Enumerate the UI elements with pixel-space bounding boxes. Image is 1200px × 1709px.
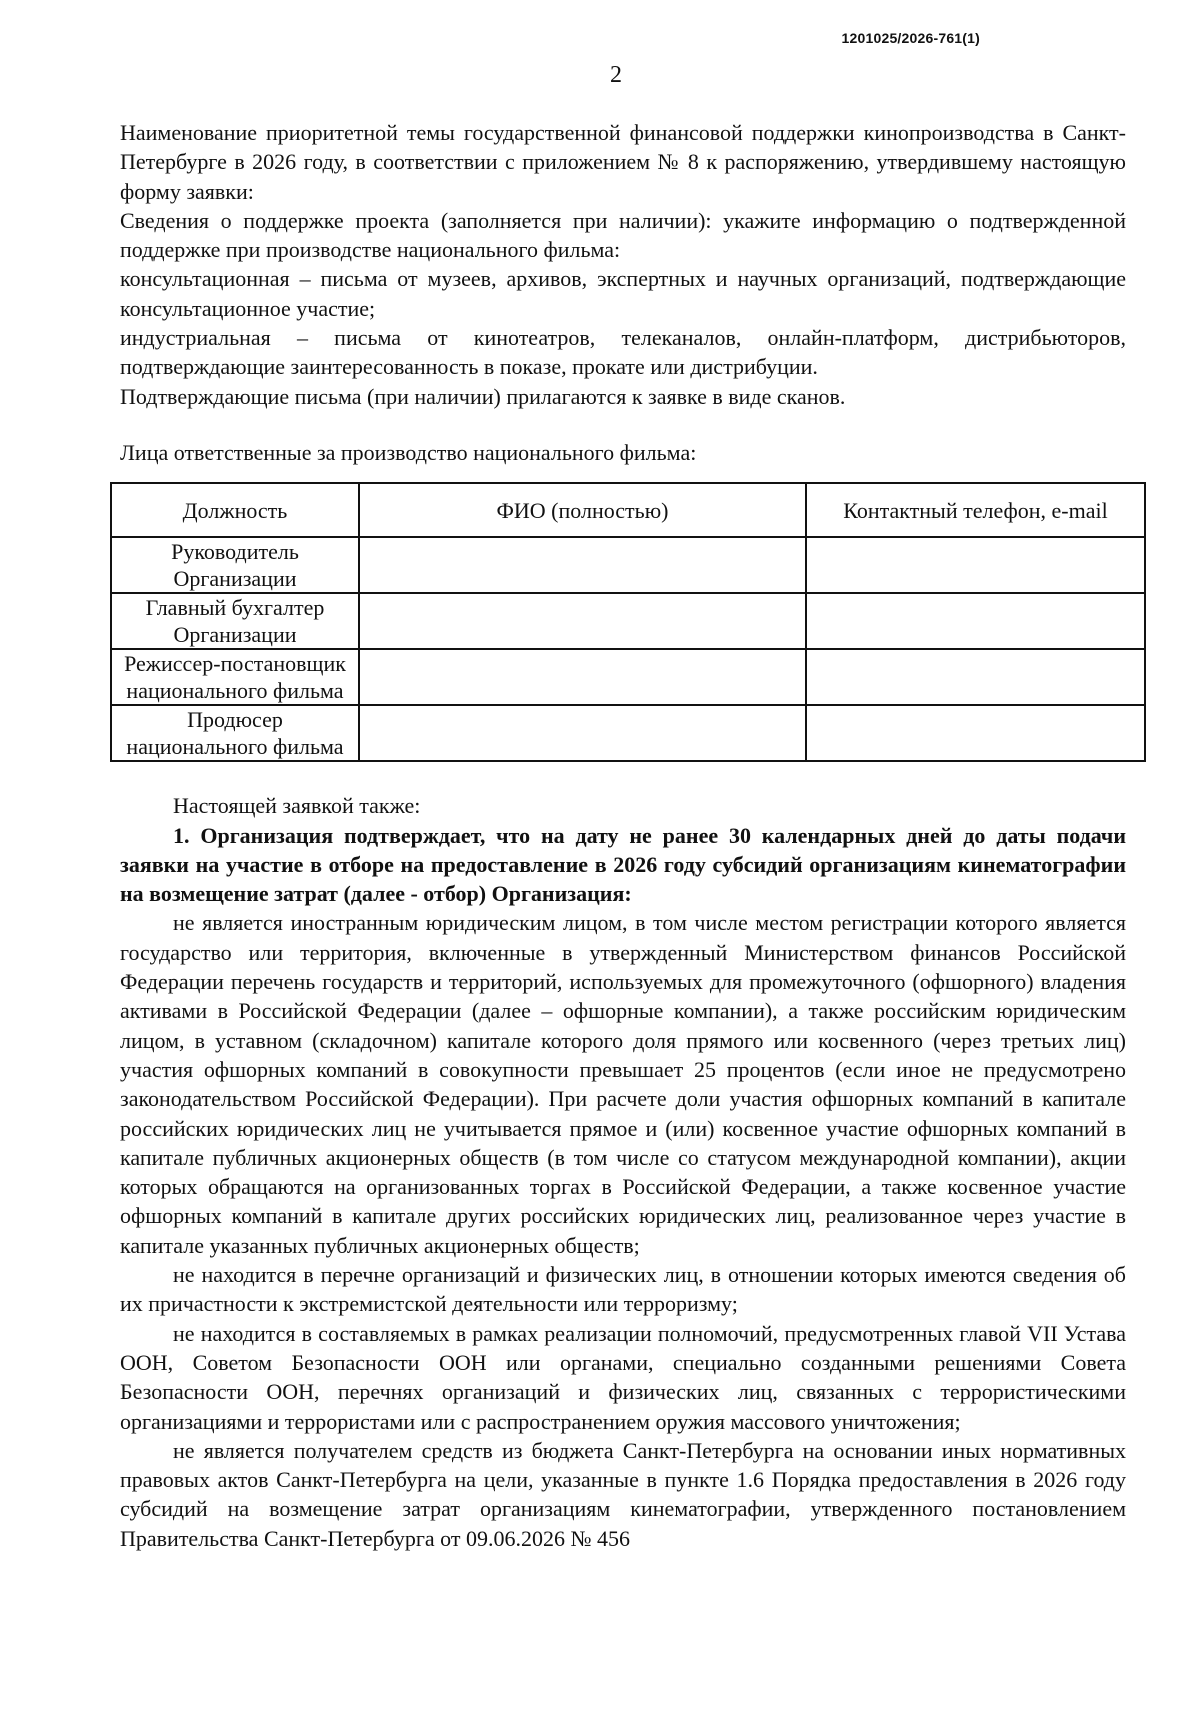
letters-note-paragraph: Подтверждающие письма (при наличии) прилагаются к заявке в виде сканов. [120, 383, 846, 409]
full-name-cell[interactable] [359, 705, 806, 761]
document-registration-number: 1201025/2026-761(1) [841, 30, 980, 46]
full-name-cell[interactable] [359, 537, 806, 593]
page-number: 2 [610, 62, 622, 88]
declaration-point-1 [120, 821, 1126, 909]
contact-cell[interactable] [806, 649, 1145, 705]
column-header-full-name: ФИО (полностью) [359, 483, 806, 537]
document-body [120, 118, 1126, 1553]
position-cell: Главный бухгалтер Организации [111, 593, 359, 649]
consulting-support-paragraph: консультационная – письма от музеев, архивов, экспертных и научных организаций, подтверждающие консультационное участие; [120, 266, 1126, 321]
contact-cell[interactable] [806, 705, 1145, 761]
column-header-position: Должность [111, 483, 359, 537]
contact-cell[interactable] [806, 593, 1145, 649]
position-cell: Режиссер-постановщик национального фильма [111, 649, 359, 705]
priority-topic-paragraph: Наименование приоритетной темы государственной финансовой поддержки кинопроизводства в Санкт-Петербурге в 2026 году, в соответствии с приложением № 8 к распоряжению, утвердившему настоящую форму заявки: [120, 120, 1126, 204]
declaration-item-budget-funds: не является получателем средств из бюджета Санкт-Петербурга на основании иных нормативных правовых актов Санкт-Петербурга на цели, указанные в пункте 1.6 Порядка предоставления в 2026 году субсидий на возмещение затрат организациям кинематографии, утвержденного постановлением Правительства Санкт-Петербурга от 09.06.2026 № 456 [120, 1437, 1126, 1551]
contact-cell[interactable] [806, 537, 1145, 593]
position-cell: Продюсер национального фильма [111, 705, 359, 761]
declaration-point-1-text: 1. Организация подтверждает, что на дату не ранее 30 календарных дней до даты подачи заявки на участие в отборе на предоставление в 2026 году субсидий организациям кинематографии на возмещение затрат (далее - отбор) Организация: [120, 822, 1126, 907]
table-row [111, 705, 1145, 761]
table-row [111, 593, 1145, 649]
declaration-item-offshore: не является иностранным юридическим лицом, в том числе местом регистрации которого является государство или территория, включенные в утвержденный Министерством финансов Российской Федерации перечень государств и территорий, используемых для промежуточного (офшорного) владения активами в Российской Федерации (далее – офшорные компании), а также российским юридическим лицом, в уставном (складочном) капитале которого доля прямого или косвенного (через третьих лиц) участия офшорных компаний в совокупности превышает 25 процентов (если иное не предусмотрено законодательством Российской Федерации). При расчете доли участия офшорных компаний в капитале российских юридических лиц не учитывается прямое и (или) косвенное участие офшорных компаний в капитале публичных акционерных обществ (в том числе со статусом международной компании), акции которых обращаются на организованных торгах в Российской Федерации, а также косвенное участие офшорных компаний в капитале других российских юридических лиц, реализованное через участие в капитале указанных публичных акционерных обществ; [120, 910, 1126, 1258]
table-header-row [111, 483, 1145, 537]
full-name-cell[interactable] [359, 593, 806, 649]
declaration-lead: Настоящей заявкой также: [173, 793, 421, 819]
responsible-persons-heading: Лица ответственные за производство национального фильма: [120, 439, 697, 465]
support-info-paragraph: Сведения о поддержке проекта (заполняется при наличии): укажите информацию о подтвержденной поддержке при производстве национального фильма: [120, 207, 1126, 263]
responsible-persons-table [110, 482, 1146, 762]
table-row [111, 537, 1145, 593]
column-header-contact: Контактный телефон, e-mail [806, 483, 1145, 537]
full-name-cell[interactable] [359, 649, 806, 705]
table-row [111, 649, 1145, 705]
position-cell: Руководитель Организации [111, 537, 359, 593]
industrial-support-paragraph: индустриальная – письма от кинотеатров, телеканалов, онлайн-платформ, дистрибьюторов, подтверждающие заинтересованность в показе, прокате или дистрибуции. [120, 325, 1126, 380]
declaration-item-un-sanctions: не находится в составляемых в рамках реализации полномочий, предусмотренных главой VII Устава ООН, Советом Безопасности ООН или органами, специально созданными решениями Совета Безопасности ООН, перечнях организаций и физических лиц, связанных с террористическими организациями и террористами или с распространением оружия массового уничтожения; [120, 1320, 1126, 1434]
declaration-item-extremism: не находится в перечне организаций и физических лиц, в отношении которых имеются сведения об их причастности к экстремистской деятельности или терроризму; [120, 1262, 1126, 1317]
